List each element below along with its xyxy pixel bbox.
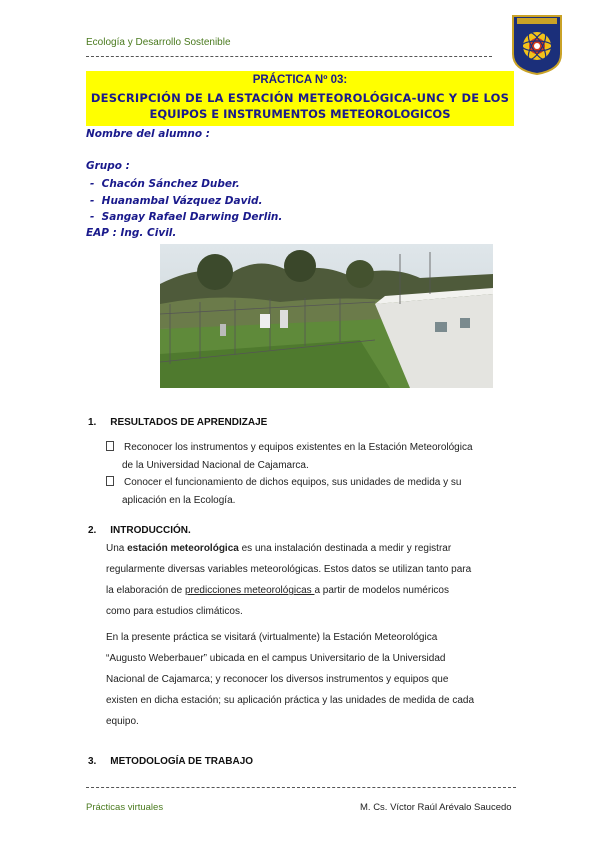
page-title-line1: DESCRIPCIÓN DE LA ESTACIÓN METEOROLÓGICA-UNC Y DE LOS [90,91,510,105]
header-course: Ecología y Desarrollo Sostenible [86,37,231,48]
student-name-label: Nombre del alumno : [86,128,210,140]
page-title-line2: EQUIPOS E INSTRUMENTOS METEOROLOGICOS [149,107,451,121]
header-divider [86,56,492,57]
group-member: - Sangay Rafael Darwing Derlin. [90,211,283,223]
group-label: Grupo : [86,160,130,172]
section-2-heading: 2. INTRODUCCIÓN. [88,525,191,536]
group-member: - Chacón Sánchez Duber. [90,178,240,190]
section-1-heading: 1. RESULTADOS DE APRENDIZAJE [88,417,268,428]
intro-paragraph-1: Una estación meteorológica es una instalación destinada a medir y registrar regularmente diversas variables meteorológicas. Estos datos se utilizan tanto para la elaboración de predicciones meteorológicas a partir de modelos numéricos como para estudios climáticos. [106,543,472,617]
group-member: - Huanambal Vázquez David. [90,195,263,207]
university-logo [511,14,563,76]
footer-author: M. Cs. Víctor Raúl Arévalo Saucedo [360,802,512,813]
weather-station-photo [160,244,493,388]
intro-paragraph-2: En la presente práctica se visitará (virtualmente) la Estación Meteorológica “Augusto Weberbauer” ubicada en el campus Universitario de la Universidad Nacional de Cajamarca; y reconocer los diversos instrumentos y equipos que existen en dicha estación; su aplicación práctica y las unidades de medida de cada equipo. [106,632,475,727]
footer-left: Prácticas virtuales [86,802,164,813]
checkbox-bullet-icon [106,476,114,486]
section-3-heading: 3. METODOLOGÍA DE TRABAJO [88,756,254,767]
list-item: Reconocer los instrumentos y equipos existentes en la Estación Meteorológica de la Universidad Nacional de Cajamarca. [106,439,516,475]
checkbox-bullet-icon [106,441,114,451]
practice-number: PRÁCTICA Nº 03: [252,74,348,86]
eap-label: EAP : Ing. Civil. [86,227,177,239]
footer-divider [86,787,516,788]
predictions-link[interactable]: predicciones meteorológicas [184,585,315,596]
list-item: Conocer el funcionamiento de dichos equipos, sus unidades de medida y su aplicación en la Ecología. [106,474,516,510]
